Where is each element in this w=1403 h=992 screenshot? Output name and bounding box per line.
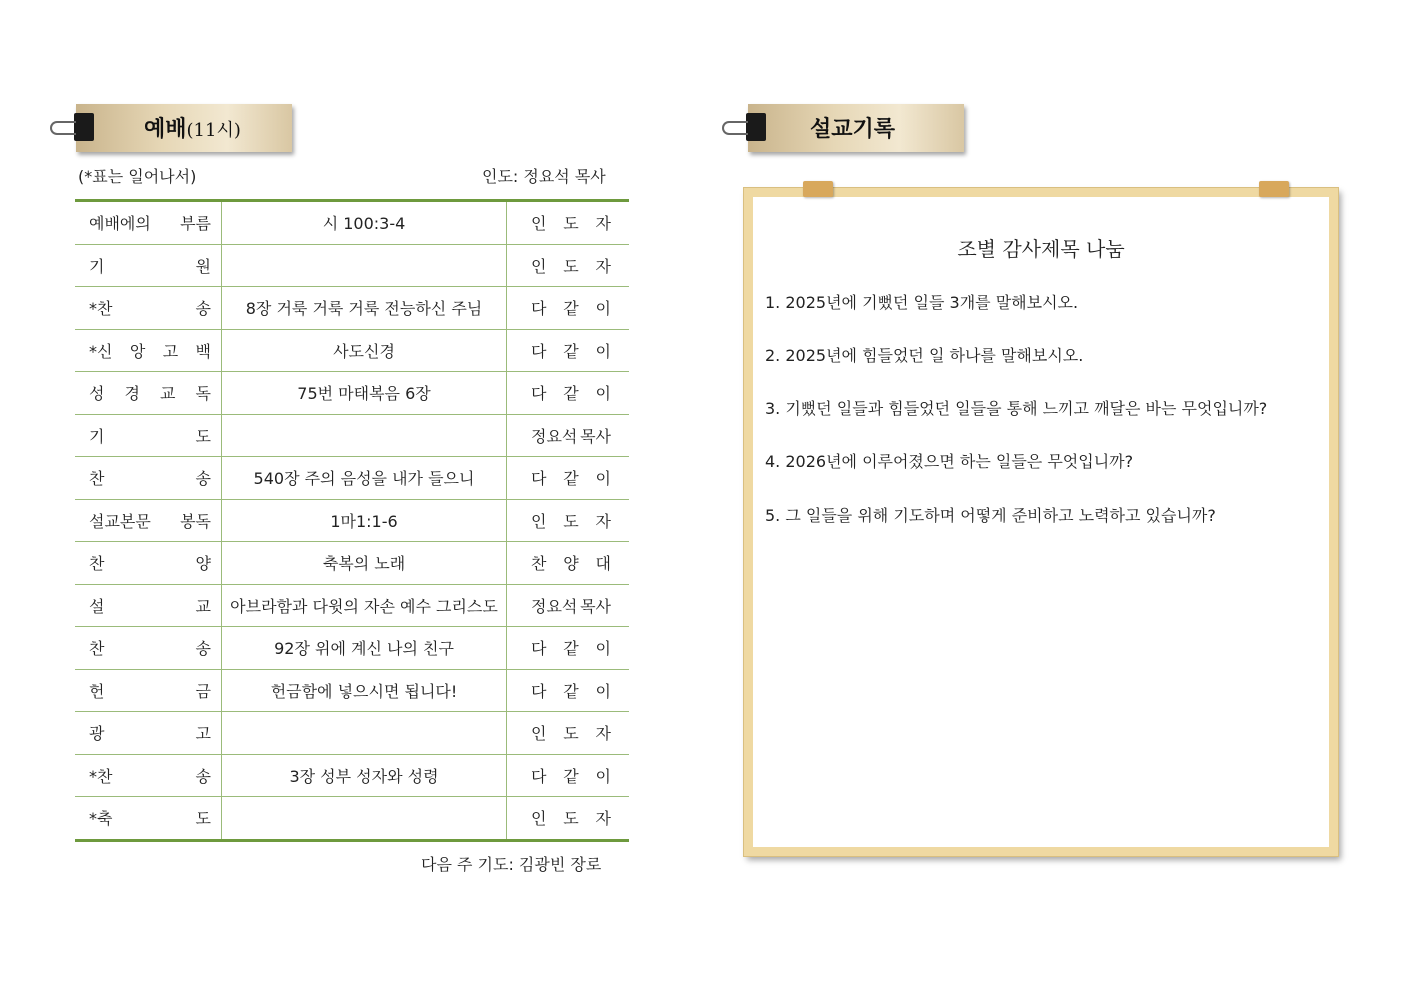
order-row: [75, 542, 629, 585]
order-content: 시 100:3-4: [222, 201, 507, 245]
order-content: 아브라함과 다윗의 자손 예수 그리스도: [222, 584, 507, 627]
worship-order-table: [75, 199, 629, 842]
order-leader: [507, 372, 630, 415]
order-content: 540장 주의 음성을 내가 들으니: [222, 457, 507, 500]
order-row: [75, 329, 629, 372]
spread-text: 다 같 이: [531, 384, 611, 404]
order-item: [75, 244, 222, 287]
spread-text: *신 앙 고 백: [89, 341, 211, 361]
spread-text: *축 도: [89, 809, 211, 829]
question-item: 4. 2026년에 이루어졌으면 하는 일들은 무엇입니까?: [765, 452, 1134, 471]
spread-text: 설교본문 봉독: [89, 511, 211, 531]
order-leader: [507, 754, 630, 797]
order-row: [75, 457, 629, 500]
order-row: [75, 414, 629, 457]
spread-text: *찬 송: [89, 766, 211, 786]
order-content: 75번 마태복음 6장: [222, 372, 507, 415]
order-item: [75, 542, 222, 585]
spread-text: 다 같 이: [531, 639, 611, 659]
sermon-notes-title: 설교기록: [810, 116, 896, 142]
order-item: [75, 414, 222, 457]
spread-text: 찬 송: [89, 469, 211, 489]
spread-text: 다 같 이: [531, 469, 611, 489]
order-item: [75, 201, 222, 245]
order-content: 3장 성부 성자와 성령: [222, 754, 507, 797]
order-leader: [507, 499, 630, 542]
order-row: [75, 244, 629, 287]
order-leader: [507, 457, 630, 500]
order-item: [75, 287, 222, 330]
spread-text: 찬 송: [89, 639, 211, 659]
order-item: [75, 669, 222, 712]
spread-text: 다 같 이: [531, 766, 611, 786]
spread-text: 헌 금: [89, 681, 211, 701]
order-item: [75, 712, 222, 755]
order-item: [75, 372, 222, 415]
sharing-heading: 조별 감사제목 나눔: [957, 237, 1125, 261]
order-row: [75, 372, 629, 415]
spread-text: 기 원: [89, 256, 211, 276]
spread-text: 기 도: [89, 426, 211, 446]
order-row: [75, 797, 629, 841]
order-row: [75, 669, 629, 712]
spread-text: 설 교: [89, 596, 211, 616]
order-leader: [507, 669, 630, 712]
order-row: [75, 712, 629, 755]
order-content: 92장 위에 계신 나의 친구: [222, 627, 507, 670]
spread-text: 찬 양 대: [531, 554, 611, 574]
worship-banner: [76, 104, 292, 152]
order-leader: [507, 414, 630, 457]
spread-text: 인 도 자: [531, 511, 611, 531]
spread-text: 정요석 목사: [531, 426, 611, 446]
order-item: [75, 329, 222, 372]
order-content: 사도신경: [222, 329, 507, 372]
spread-text: 예배에의 부름: [89, 214, 211, 234]
spread-text: 인 도 자: [531, 256, 611, 276]
tape-icon: [1259, 181, 1289, 197]
spread-text: 정요석 목사: [531, 596, 611, 616]
order-content: [222, 712, 507, 755]
order-item: [75, 584, 222, 627]
spread-text: 다 같 이: [531, 341, 611, 361]
order-leader: [507, 201, 630, 245]
order-row: [75, 499, 629, 542]
order-row: [75, 584, 629, 627]
order-content: 1마1:1-6: [222, 499, 507, 542]
question-item: 1. 2025년에 기뻤던 일들 3개를 말해보시오.: [765, 293, 1079, 312]
question-item: 2. 2025년에 힘들었던 일 하나를 말해보시오.: [765, 346, 1084, 365]
order-row: [75, 627, 629, 670]
order-leader: [507, 329, 630, 372]
order-content: 축복의 노래: [222, 542, 507, 585]
spread-text: 다 같 이: [531, 299, 611, 319]
order-content: 8장 거룩 거룩 거룩 전능하신 주님: [222, 287, 507, 330]
order-row: [75, 287, 629, 330]
binder-clip-icon: [746, 113, 766, 141]
order-item: [75, 797, 222, 841]
worship-title: 예배(11시): [144, 116, 241, 142]
spread-text: 인 도 자: [531, 214, 611, 234]
order-item: [75, 754, 222, 797]
question-item: 3. 기뻤던 일들과 힘들었던 일들을 통해 느끼고 깨달은 바는 무엇입니까?: [765, 399, 1268, 418]
order-content: [222, 414, 507, 457]
tape-icon: [803, 181, 833, 197]
order-item: [75, 627, 222, 670]
sermon-notes-frame: [744, 188, 1338, 856]
spread-text: *찬 송: [89, 299, 211, 319]
standing-note: (*표는 일어나서): [78, 167, 197, 186]
spread-text: 인 도 자: [531, 724, 611, 744]
order-content: [222, 244, 507, 287]
spread-text: 인 도 자: [531, 809, 611, 829]
order-item: [75, 499, 222, 542]
sermon-notes-banner: [748, 104, 964, 152]
spread-text: 성 경 교 독: [89, 384, 211, 404]
binder-clip-icon: [74, 113, 94, 141]
order-item: [75, 457, 222, 500]
order-leader: [507, 542, 630, 585]
spread-text: 찬 양: [89, 554, 211, 574]
order-content: 헌금함에 넣으시면 됩니다!: [222, 669, 507, 712]
order-leader: [507, 584, 630, 627]
next-week-prayer: 다음 주 기도: 김광빈 장로: [421, 855, 602, 874]
order-row: [75, 201, 629, 245]
order-leader: [507, 287, 630, 330]
order-leader: [507, 627, 630, 670]
order-leader: [507, 244, 630, 287]
worship-leader: 인도: 정요석 목사: [482, 167, 606, 186]
spread-text: 다 같 이: [531, 681, 611, 701]
order-row: [75, 754, 629, 797]
order-content: [222, 797, 507, 841]
spread-text: 광 고: [89, 724, 211, 744]
order-leader: [507, 712, 630, 755]
order-leader: [507, 797, 630, 841]
question-item: 5. 그 일들을 위해 기도하며 어떻게 준비하고 노력하고 있습니까?: [765, 506, 1216, 525]
